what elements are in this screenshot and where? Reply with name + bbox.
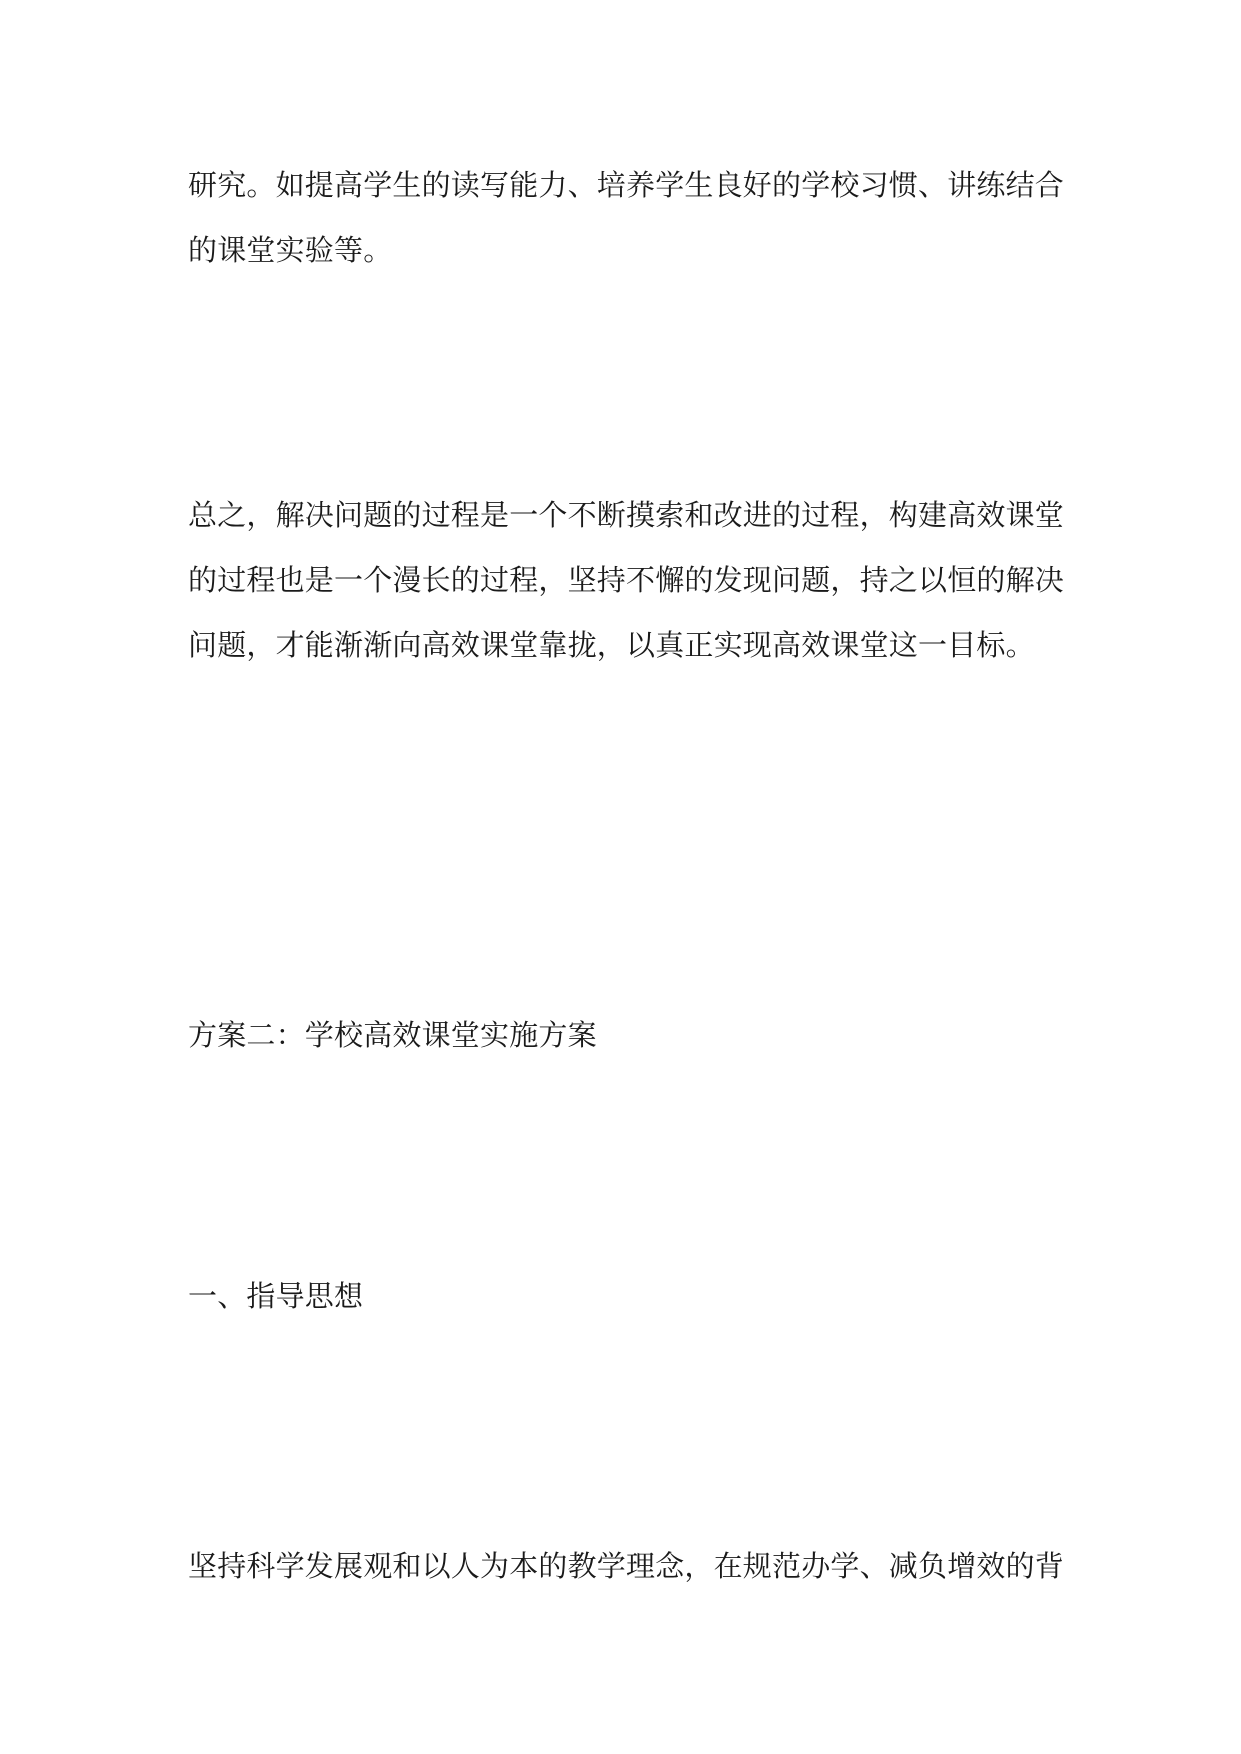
section-title-plan-two [188,1003,1058,1068]
text-line: 问题，才能渐渐向高效课堂靠拢，以真正实现高效课堂这一目标。 [188,628,1035,662]
paragraph-research-summary [188,153,1065,283]
text-line: 的课堂实验等。 [188,233,393,267]
text-line: 一、指导思想 [188,1279,364,1313]
heading-guiding-ideology [188,1264,1058,1329]
paragraph-conclusion [188,483,1065,678]
text-line: 坚持科学发展观和以人为本的教学理念，在规范办学、减负增效的背 [188,1549,1065,1583]
text-line: 的过程也是一个漫长的过程，坚持不懈的发现问题，持之以恒的解决 [188,563,1065,597]
text-line: 方案二：学校高效课堂实施方案 [188,1018,597,1052]
text-line: 总之，解决问题的过程是一个不断摸索和改进的过程，构建高效课堂 [188,498,1065,532]
text-line: 研究。如提高学生的读写能力、培养学生良好的学校习惯、讲练结合 [188,168,1065,202]
paragraph-guiding-ideology-body [188,1534,1065,1599]
